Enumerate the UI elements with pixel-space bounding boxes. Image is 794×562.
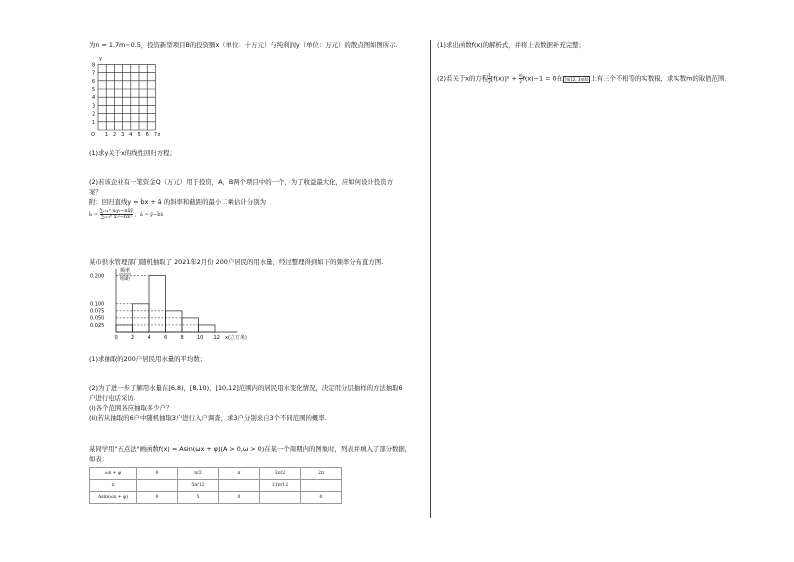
grid-y-tick: 6 (92, 78, 96, 85)
table-cell: 0 (219, 492, 260, 504)
hist-bar (166, 311, 183, 332)
hist-y-tick: 0.100 (90, 301, 105, 308)
problem-intro-scatter: 为n = 1.7m−0.5，投资新型项目B的投资额x（单位：十万元）与纯利润y（单位：万元）的散点图如图所示. (89, 41, 398, 49)
hist-x-unit: x(立方米) (225, 335, 247, 341)
regression-hint: 附：回归直线y = b̂x + â 的斜率和截距的最小二乘估计分别为 (89, 198, 266, 206)
five-point-table (89, 467, 342, 504)
table-cell (301, 480, 342, 492)
grid-y-tick: 2 (92, 111, 96, 118)
formula-b-fraction (100, 209, 134, 220)
question-analytic-expression: (1)求出函数f(x)的解析式，并将上表数据补充完整； (437, 41, 585, 49)
hist-y-tick: 0.075 (90, 308, 105, 315)
table-row (90, 480, 342, 492)
hist-ylabel-bottom: 组距 (120, 276, 131, 282)
scatter-grid (88, 54, 170, 138)
hist-ylabel-top: 频率 (120, 268, 131, 274)
problem-intro-fivepoint-line2: 如表： (89, 455, 109, 463)
column-divider (430, 40, 431, 518)
question-sampling-i: (i)各个范围各应抽取多少户？ (89, 404, 173, 412)
table-cell (260, 492, 301, 504)
hist-x-tick: 0 (114, 335, 118, 341)
grid-y-tick: 3 (92, 103, 96, 110)
grid-x-tick: 2 (112, 132, 117, 138)
question-sampling-ii: (ii)若从抽取的6户中随机抽取3户进行入户调查，求3户分别来自3个不同范围的概率. (89, 414, 327, 422)
grid-origin-label: O (91, 132, 95, 138)
grid-y-tick: 7 (92, 70, 96, 77)
table-row (90, 468, 342, 480)
grid-y-tick: 5 (92, 87, 96, 93)
hist-bar (116, 325, 133, 332)
hist-x-tick: 6 (164, 335, 168, 341)
formula-a: ，â = ȳ−b̂x̄ (134, 212, 164, 218)
frequency-histogram (88, 266, 253, 346)
formula-b-lhs: b̂ = (89, 212, 98, 218)
hist-x-tick: 10 (197, 335, 204, 341)
grid-x-tick: 4 (129, 132, 133, 138)
equation-coefficient-m: $\frac{m}{2}$ (518, 73, 523, 84)
hist-bar (199, 325, 216, 332)
question-investment-line1: (2)若该企业有一笔资金Q（万元）用于投资，A，B两个项目中的一个，为了收益最大化，应如何设计投资方 (89, 178, 394, 186)
table-row (90, 492, 342, 504)
equation-middle-2: f(x)−1 = 0在 (522, 74, 563, 83)
hist-x-tick: 4 (147, 335, 151, 341)
hist-y-tick: 0.200 (90, 273, 105, 280)
hist-x-tick: 12 (213, 335, 220, 341)
equation-middle: [f(x)]² + (490, 74, 519, 83)
hist-x-tick: 2 (131, 335, 135, 341)
grid-x-tick: 6 (145, 132, 149, 138)
grid-x-tick: 5 (137, 132, 141, 138)
table-cell: 11π/12 (260, 480, 301, 492)
table-row-header: x (90, 480, 137, 492)
table-cell (137, 480, 178, 492)
hist-bar (149, 276, 166, 332)
question-sampling-line1: (2)为了进一步了解用水量在[6,8)，[8,10)，[10,12]范围内的居民用水变化情况，决定用分层抽样的方法抽取6 (89, 384, 403, 392)
problem-intro-fivepoint: 某同学用"五点法"画函数f(x) = Asin(ωx + φ)(A > 0,ω > 0)在某一个周期内的图象时，列表并填入了部分数据， (89, 445, 412, 453)
table-cell: 5π/12 (178, 480, 219, 492)
equation-prefix: (2)若关于x的方程 (437, 74, 489, 83)
problem-intro-water: 某市供水管理部门随机抽取了 2021年2月份 200户居民的用水量，经过整理得到如下的频率分布直方图. (89, 258, 384, 266)
table-cell: 0 (137, 492, 178, 504)
table-cell: 0 (301, 492, 342, 504)
grid-x-axis-label: x (157, 132, 161, 138)
grid-y-axis-label: y (99, 56, 102, 62)
grid-x-tick: 1 (104, 132, 108, 138)
hist-x-tick: 8 (180, 335, 184, 341)
grid-y-tick: 1 (92, 119, 96, 126)
equation-suffix: 上有三个不相等的实数根，求实数m的取值范围. (590, 74, 727, 83)
table-row-header: ωx + φ (90, 468, 137, 480)
table-cell: π/2 (178, 468, 219, 480)
table-cell: 5 (178, 492, 219, 504)
interval-box: [π/12, 3π/4] (564, 76, 589, 82)
question-investment-line2: 案？ (89, 188, 102, 196)
table-cell: π (219, 468, 260, 480)
grid-y-tick: 8 (92, 62, 96, 69)
question-sampling-line2: 户进行电话采访. (89, 394, 136, 402)
question-equation-roots (437, 73, 726, 84)
equation-coefficient-1: $\frac{1}{2}$ (488, 73, 491, 84)
regression-formula (89, 209, 163, 220)
question-regression: (1)求y关于x的线性回归方程； (89, 149, 176, 157)
hist-y-tick: 0.025 (90, 322, 105, 329)
grid-x-tick: 7 (153, 132, 158, 138)
table-cell: 0 (137, 468, 178, 480)
table-cell (219, 480, 260, 492)
table-row-header: Asin(ωx + φ) (90, 492, 137, 504)
grid-x-tick: 3 (121, 132, 125, 138)
question-mean: (1)求抽取的200户居民用水量的平均数； (89, 355, 207, 363)
table-cell: 2π (301, 468, 342, 480)
formula-b-denominator: ∑ᵢ₌₁ⁿ xᵢ²−nx̄² (100, 214, 132, 220)
formula-b-numerator: ∑ᵢ₌₁ⁿ xᵢyᵢ−nx̄ȳ (99, 208, 134, 214)
grid-y-tick: 4 (92, 95, 96, 102)
hist-y-tick: 0.050 (90, 315, 105, 322)
table-cell: 3π/2 (260, 468, 301, 480)
